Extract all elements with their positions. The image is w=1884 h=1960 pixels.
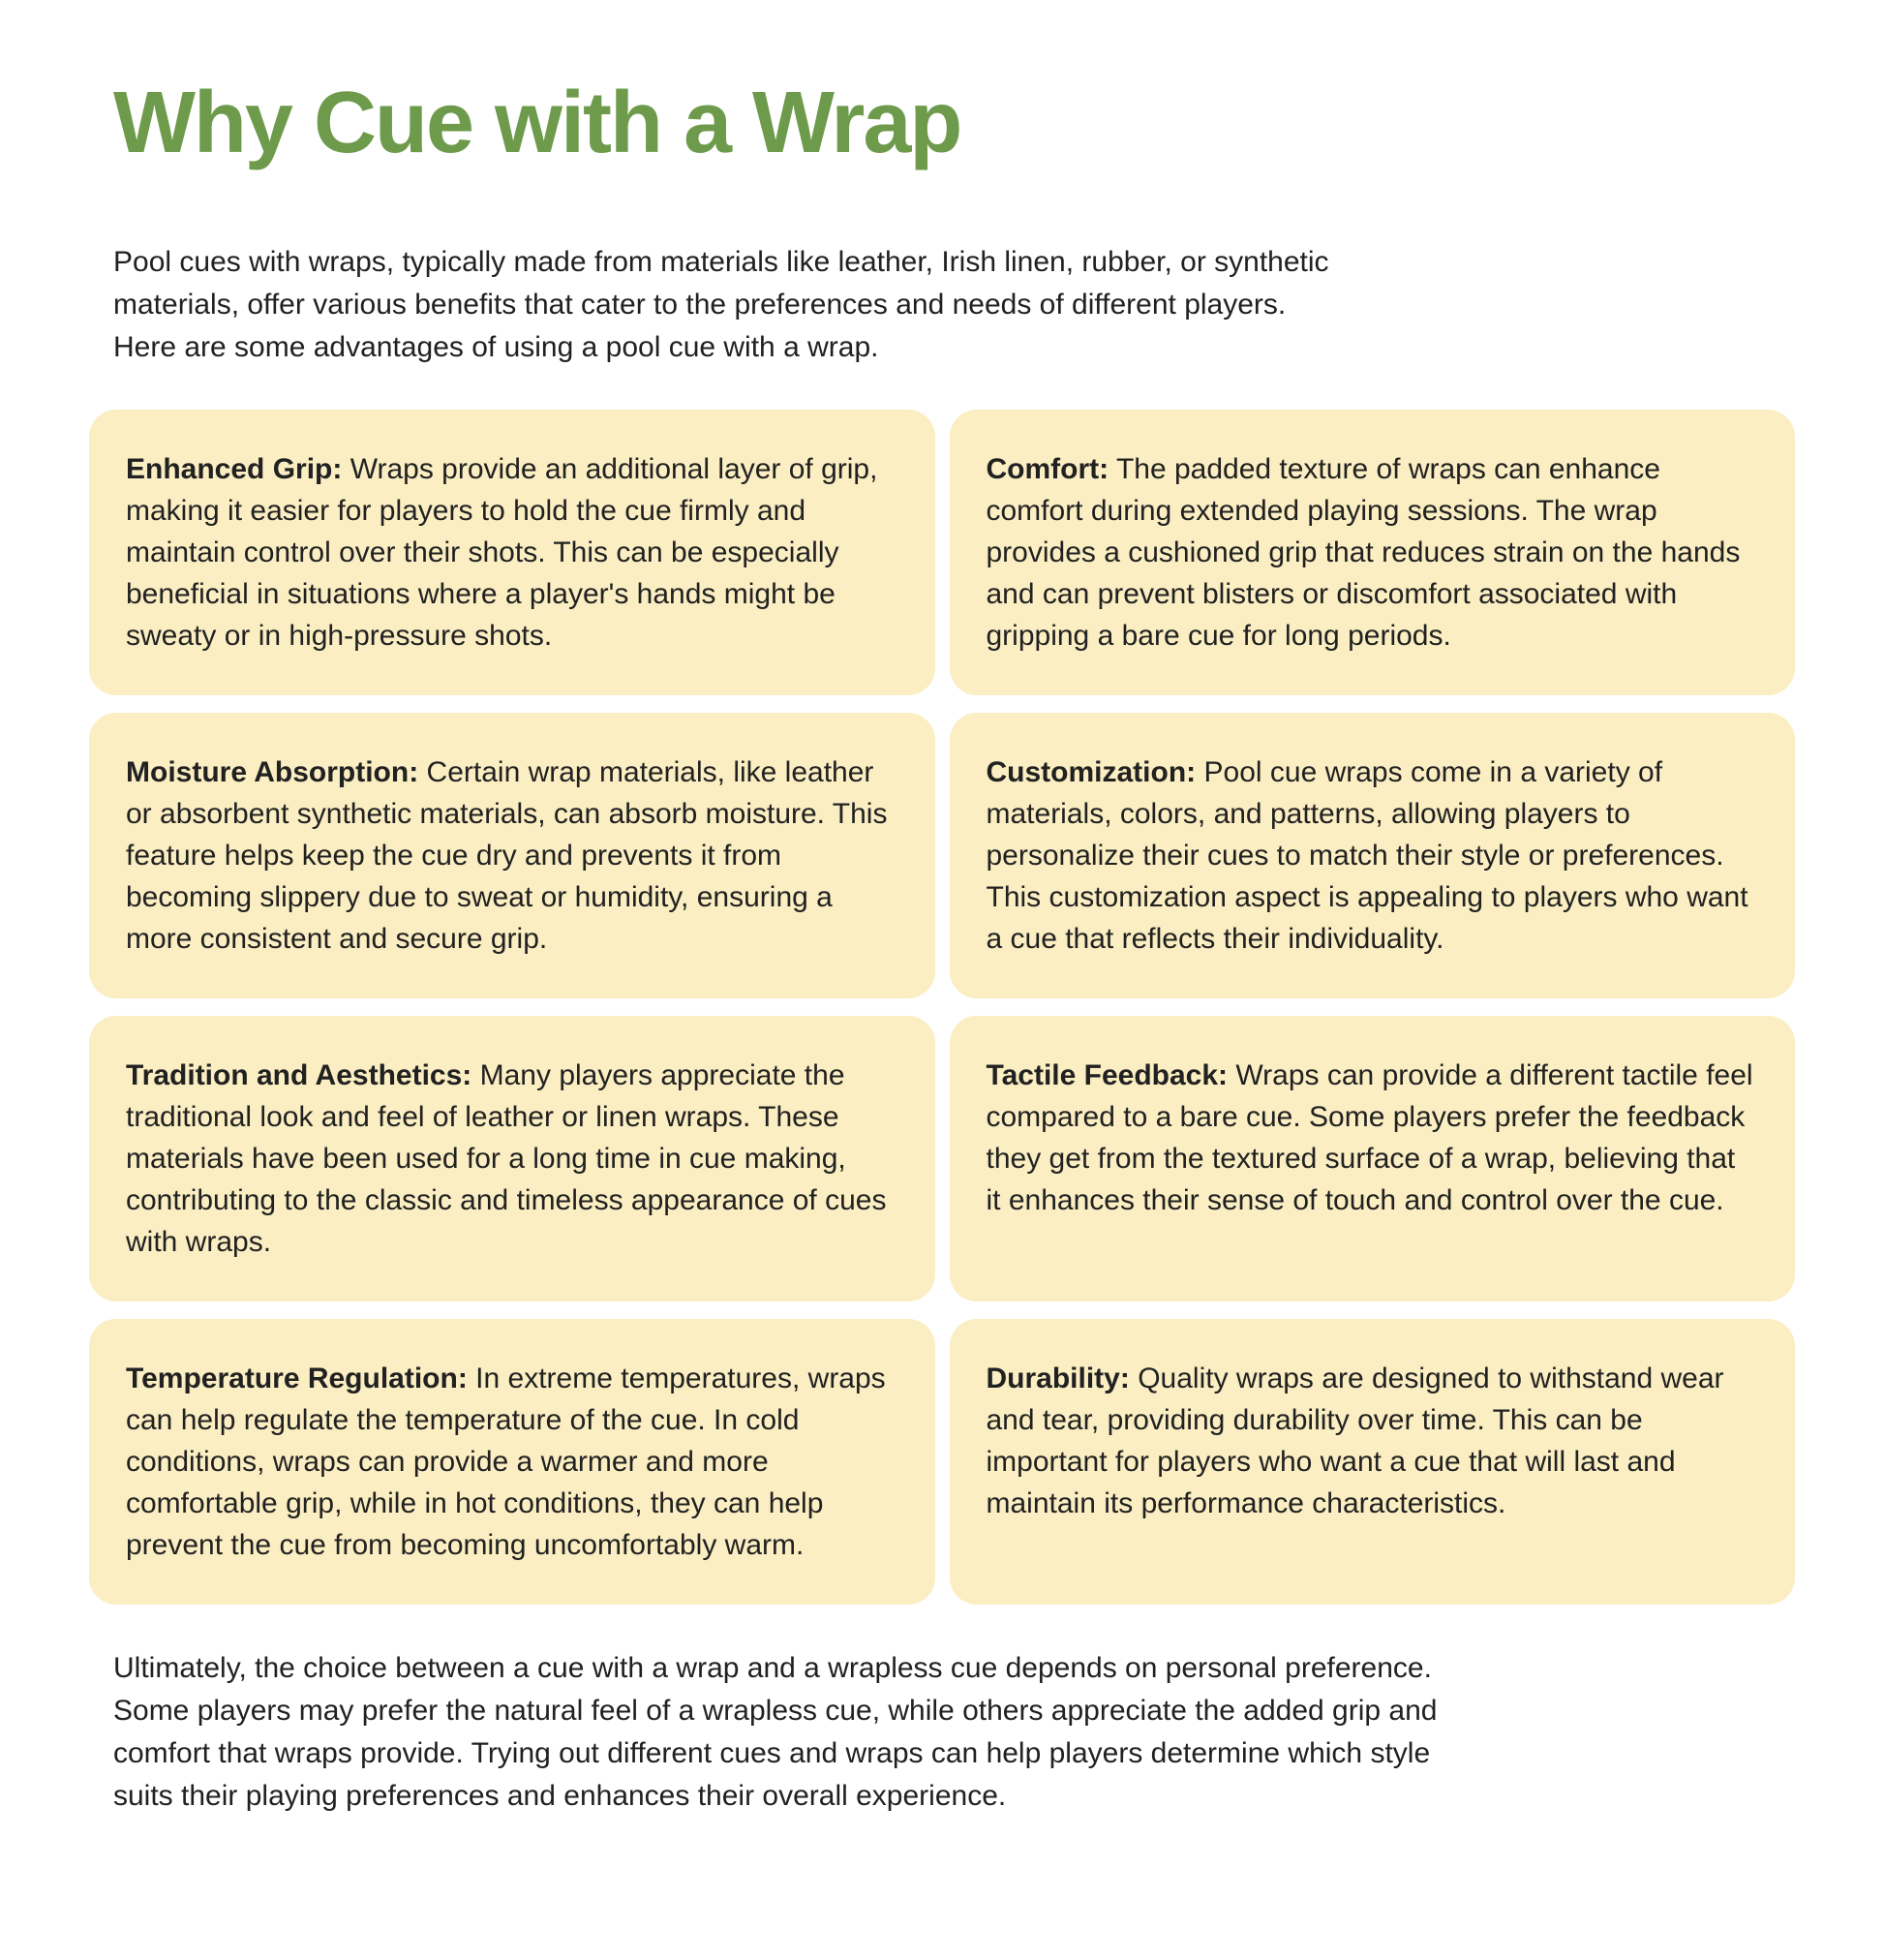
card-body: Pool cue wraps come in a variety of materials, colors, and patterns, allowing players to personalize their cues to match their style or preferences. This customization aspect is appealing to players who want a cue that reflects their individuality. bbox=[986, 756, 1748, 955]
intro-paragraph bbox=[113, 241, 1795, 369]
card-heading: Comfort: bbox=[986, 453, 1109, 485]
benefit-card-customization bbox=[950, 713, 1796, 998]
benefit-card-temperature-regulation bbox=[89, 1319, 935, 1605]
card-text bbox=[987, 448, 1755, 657]
card-text bbox=[987, 751, 1755, 960]
benefit-card-durability bbox=[950, 1319, 1796, 1605]
benefits-grid bbox=[89, 410, 1795, 1605]
document-page bbox=[0, 76, 1884, 1960]
card-heading: Moisture Absorption: bbox=[126, 756, 419, 788]
card-text bbox=[987, 1055, 1755, 1221]
card-text bbox=[126, 1358, 895, 1566]
intro-line: Here are some advantages of using a pool cue with a wrap. bbox=[113, 331, 879, 363]
page-title: Why Cue with a Wrap bbox=[113, 75, 961, 171]
outro-line: Some players may prefer the natural feel of a wrapless cue, while others appreciate the added grip and bbox=[113, 1695, 1438, 1727]
outro-line: comfort that wraps provide. Trying out different cues and wraps can help players determine which style bbox=[113, 1737, 1431, 1769]
benefit-card-comfort bbox=[950, 410, 1796, 695]
card-heading: Tactile Feedback: bbox=[986, 1059, 1229, 1091]
outro-line: Ultimately, the choice between a cue with a wrap and a wrapless cue depends on personal preference. bbox=[113, 1652, 1432, 1684]
card-heading: Customization: bbox=[986, 756, 1197, 788]
intro-line: Pool cues with wraps, typically made from materials like leather, Irish linen, rubber, or synthetic bbox=[113, 246, 1329, 278]
card-body: Wraps can provide a different tactile feel compared to a bare cue. Some players prefer the feedback they get from the textured surface of a wrap, believing that it enhances their sense of touch and control over the cue. bbox=[986, 1059, 1753, 1216]
card-text bbox=[126, 448, 895, 657]
card-text bbox=[987, 1358, 1755, 1524]
outro-line: suits their playing preferences and enhances their overall experience. bbox=[113, 1780, 1007, 1812]
benefit-card-enhanced-grip bbox=[89, 410, 935, 695]
card-text bbox=[126, 1055, 895, 1263]
card-body: The padded texture of wraps can enhance comfort during extended playing sessions. The wrap provides a cushioned grip that reduces strain on the hands and can prevent blisters or discomfort associated with gripping a bare cue for long periods. bbox=[986, 453, 1741, 652]
card-heading: Tradition and Aesthetics: bbox=[126, 1059, 472, 1091]
card-heading: Durability: bbox=[986, 1363, 1130, 1394]
card-heading: Enhanced Grip: bbox=[126, 453, 343, 485]
benefit-card-tradition-aesthetics bbox=[89, 1016, 935, 1302]
card-heading: Temperature Regulation: bbox=[126, 1363, 468, 1394]
benefit-card-tactile-feedback bbox=[950, 1016, 1796, 1302]
benefit-card-moisture-absorption bbox=[89, 713, 935, 998]
card-body: Certain wrap materials, like leather or absorbent synthetic materials, can absorb moisture. This feature helps keep the cue dry and prevents it from becoming slippery due to sweat or humidity, ensuring a more consistent and secure grip. bbox=[126, 756, 888, 955]
card-body: Quality wraps are designed to withstand wear and tear, providing durability over time. This can be important for players who want a cue that will last and maintain its performance characteristics. bbox=[986, 1363, 1724, 1519]
card-body: In extreme temperatures, wraps can help regulate the temperature of the cue. In cold conditions, wraps can provide a warmer and more comfortable grip, while in hot conditions, they can help prevent the cue from becoming uncomfortably warm. bbox=[126, 1363, 886, 1561]
card-body: Many players appreciate the traditional look and feel of leather or linen wraps. These materials have been used for a long time in cue making, contributing to the classic and timeless appearance of cues with wraps. bbox=[126, 1059, 887, 1258]
card-body: Wraps provide an additional layer of grip, making it easier for players to hold the cue firmly and maintain control over their shots. This can be especially beneficial in situations where a player's hands might be sweaty or in high-pressure shots. bbox=[126, 453, 878, 652]
intro-line: materials, offer various benefits that cater to the preferences and needs of different players. bbox=[113, 289, 1287, 321]
card-text bbox=[126, 751, 895, 960]
outro-paragraph bbox=[113, 1647, 1795, 1818]
